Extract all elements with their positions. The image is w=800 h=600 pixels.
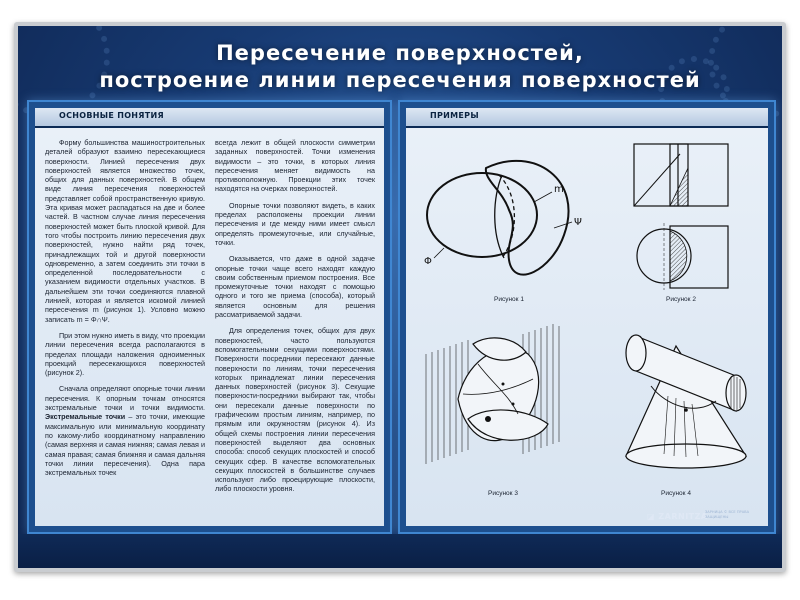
publisher-logo: ◪ ZARNITZA [647, 512, 708, 521]
poster-footer-bar [18, 534, 782, 568]
figure-1-diagram [414, 140, 594, 290]
paragraph: Форму большинства машиностроительных деталей образуют взаимно пересекающиеся поверхности. Линией пересечения двух поверхностей является множество точек, общих для данных поверхностей. В общем виде линия пересечения поверхностей представляет собой пространственную кривую. Эта кривая может распадаться на две и более частей. В частном случае линия пересечения поверхностей может быть плоской кривой. Для того чтобы построить линию пересечения двух поверхностей, нужно найти ряд точек, принадлежащих той и другой поверхности одновременно, а затем соединить эти точки в определенной последовательности с указанием видимости отдельных участков. В дальнейшем эти точки соединяются плавной линией, которая и является искомой линией пересечения m (рисунок 1). Условно можно записать m = Φ∩Ψ. [45, 138, 205, 324]
poster-title [18, 40, 782, 94]
paragraph: Опорные точки позволяют видеть, в каких пределах расположены проекции линии пересечения и где между ними имеет смысл определять промежуточные, или случайные, точки. [215, 200, 375, 247]
panel-body [406, 128, 768, 526]
panel-examples [398, 100, 776, 534]
figure-1-caption: Рисунок 1 [494, 296, 524, 303]
label-psi: Ψ [574, 217, 582, 228]
logo-text: ZARNITZA [658, 512, 708, 521]
paragraph: Оказывается, что даже в одной задаче опорные точки чаще всего находят каждую своим собственным приемом построения. Все промежуточные точки находят с помощью одного и того же приема (способа), который является основным для решения рассматриваемой задачи. [215, 254, 375, 320]
panel-body [35, 128, 384, 526]
panel-heading: ПРИМЕРЫ [430, 111, 479, 120]
panel-header [406, 108, 768, 128]
figure-2-caption: Рисунок 2 [666, 296, 696, 303]
paragraph: Для определения точек, общих для двух поверхностей, часто пользуются вспомогательными секущими поверхностями. Поверхности посредники пересекают данные поверхности по линиям, точки пересечения которых принадлежат линии пересечения данных поверхностей (рисунок 3). Секущие поверхности-посредники выбирают так, чтобы они пересекали данные поверхности по графическим простым линиям, например, по прямым или окружностям (рисунок 4). Из общей схемы построения линии пересечения поверхностей выделяют два основных способа: способ секущих плоскостей и способ секущих сфер. В качестве вспомогательных секущих плоскостей в большинстве случаев используют либо проецирующие плоскости, либо плоскости уровня. [215, 326, 375, 494]
figure-2-diagram [618, 138, 758, 298]
title-line-1: Пересечение поверхностей, [216, 41, 584, 65]
panel-header [35, 108, 384, 128]
text-column-2 [215, 138, 375, 501]
poster-board [18, 26, 782, 568]
paragraph-text: Сначала определяют опорные точки линии пересечения. К опорным точкам относятся экстремальные точки и точки видимости. [45, 384, 205, 413]
panel-basic-concepts [27, 100, 392, 534]
figure-4-diagram [606, 326, 766, 486]
paragraph: При этом нужно иметь в виду, что проекции линии пересечения всегда располагаются в пределах площади наложения одноименных проекций пересекающихся поверхностей (рисунок 2). [45, 330, 205, 378]
title-line-2: построение линии пересечения поверхностей [99, 68, 701, 92]
copyright-text: ЗАРНИЦА © ВСЕ ПРАВА ЗАЩИЩЕНЫ [705, 510, 750, 519]
label-m: m [554, 184, 564, 195]
label-phi: Φ [424, 256, 432, 267]
bold-term: Экстремальные точки [45, 412, 126, 422]
panel-heading: ОСНОВНЫЕ ПОНЯТИЯ [59, 111, 164, 120]
paragraph-text: – это точки, имеющие максимальную или минимальную координату по какому-либо координатному направлению (самая верхняя и самая нижняя; самая левая и самая правая; самая ближняя и самая дальняя точки линии пересечения). Одна пара экстремальных точек [45, 412, 205, 478]
paragraph: всегда лежит в общей плоскости симметрии заданных поверхностей. Точки изменения видимости – это точки, в которых линия пересечения меняет видимость на противоположную. Проекции этих точек находятся на очерках поверхностей. [215, 138, 375, 194]
figure-4-caption: Рисунок 4 [661, 490, 691, 497]
figure-3-caption: Рисунок 3 [488, 490, 518, 497]
figure-3-diagram [418, 324, 588, 484]
paragraph [45, 384, 205, 477]
text-column-1 [45, 138, 205, 484]
